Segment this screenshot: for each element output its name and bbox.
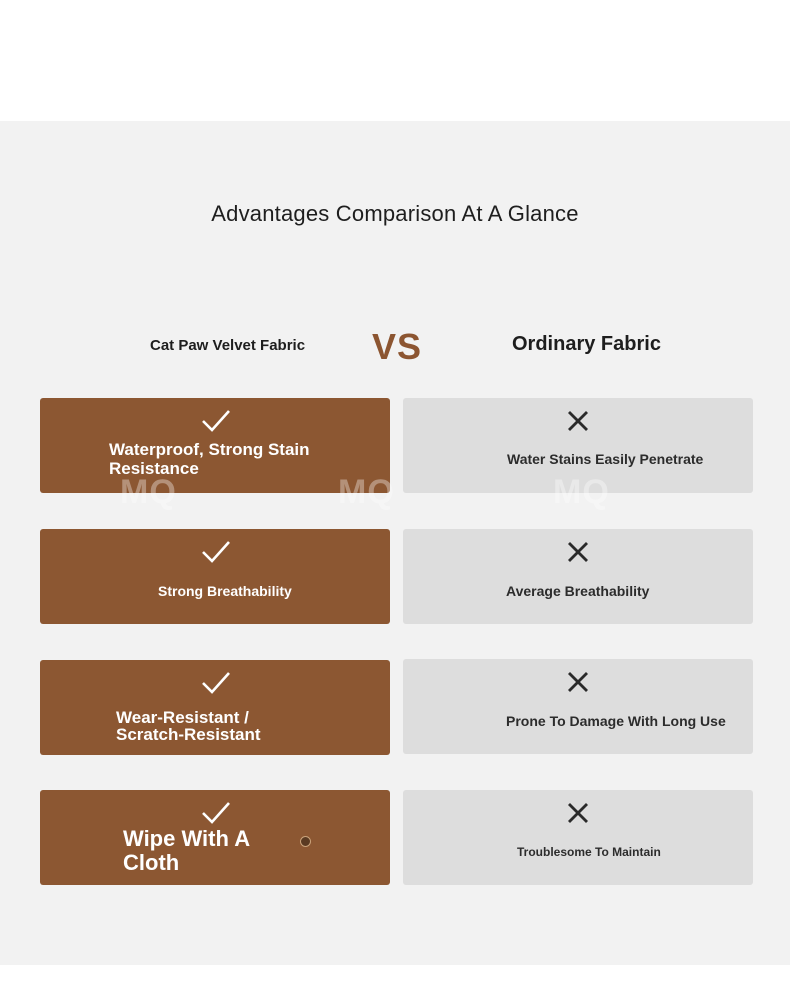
advantage-label-line: Scratch-Resistant [116,725,261,744]
watermark: MQ [120,473,177,511]
vs-label: VS [372,326,423,367]
advantage-label-line: Strong Breathability [158,583,292,599]
check-icon [201,670,231,696]
check-icon [201,800,231,826]
cross-icon [567,410,589,432]
advantage-label-line: Cloth [123,850,180,875]
disadvantage-label: Prone To Damage With Long Use [506,713,726,729]
column-header-cat-paw-velvet: Cat Paw Velvet Fabric [150,337,306,354]
disadvantage-card-prone-to-damage [403,659,753,754]
advantage-label [116,709,261,743]
advantage-label [123,828,250,874]
advantage-card-wear-resistant [40,660,390,755]
check-icon [201,539,231,565]
advantage-card-breathability [40,529,390,624]
disadvantage-card-average-breathability [403,529,753,624]
advantage-label-line: Waterproof, Strong Stain [109,440,310,459]
disadvantage-label: Average Breathability [506,583,650,599]
column-header-ordinary-fabric: Ordinary Fabric [512,333,661,355]
disadvantage-label: Water Stains Easily Penetrate [507,451,704,467]
cross-icon [567,671,589,693]
advantage-label [109,441,310,477]
advantage-card-wipe-with-cloth [40,790,390,885]
check-icon [201,408,231,434]
advantage-label-line: Wear-Resistant / [116,708,249,727]
cross-icon [567,541,589,563]
disadvantage-label: Troublesome To Maintain [517,845,661,859]
disadvantage-card-troublesome [403,790,753,885]
advantage-label [158,584,292,598]
decorative-dot [300,836,311,847]
advantage-label-line: Resistance [109,459,199,478]
watermark: MQ [338,473,395,511]
page-title: Advantages Comparison At A Glance [211,201,579,226]
cross-icon [567,802,589,824]
advantage-label-line: Wipe With A [123,826,251,851]
watermark: MQ [553,473,610,511]
